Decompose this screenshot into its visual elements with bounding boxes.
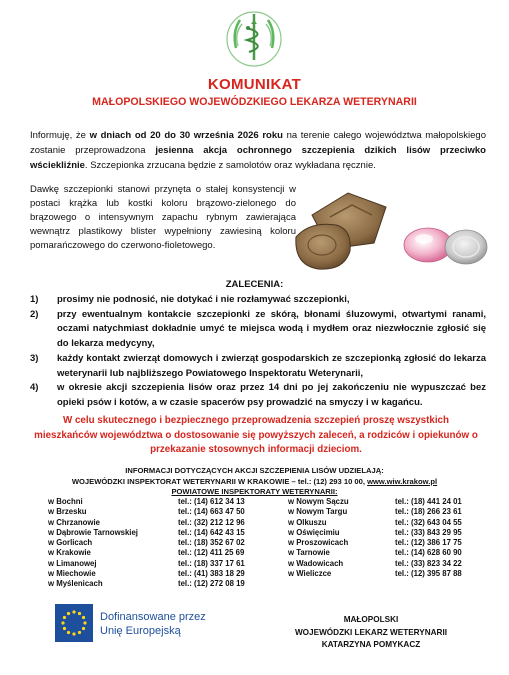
- office-phone: tel.: (14) 612 34 13: [178, 497, 245, 506]
- office-phone: tel.: (12) 411 25 69: [178, 548, 245, 558]
- office-phone: tel.: (41) 383 18 29: [178, 569, 245, 579]
- office-name: w Chrzanowie: [48, 517, 100, 527]
- office-phone: tel.: (12) 272 08 19: [178, 579, 245, 589]
- page-subtitle: MAŁOPOLSKIEGO WOJEWÓDZKIEGO LEKARZA WETERYNARII: [92, 96, 417, 108]
- office-phone: tel.: (18) 266 23 61: [395, 507, 462, 517]
- office-name: w Wadowicach: [288, 558, 344, 568]
- office-phone: tel.: (18) 441 24 01: [395, 497, 462, 506]
- page-title: KOMUNIKAT: [207, 76, 302, 93]
- office-name: w Wieliczce: [288, 569, 332, 579]
- recommendations-list: [30, 293, 486, 411]
- vaccine-description: Dawkę szczepionki stanowi przynęta o stałej konsystencji w postaci krążka lub kostki koloru brązowo-zielonego do brązowego o intensywnym zapachu rybnym zawierająca wewnątrz plastikowy blister wypełniony zawiesiną koloru pomarańczowego do czerwono-fioletowego.: [30, 184, 296, 251]
- info-heading: INFORMACJI DOTYCZĄCYCH AKCJI SZCZEPIENIA LISÓW UDZIELAJĄ: WOJEWÓDZKI INSPEKTORAT WETERYNARII W KRAKOWIE – tel.: (12) 293 10 00, www.wiw.krakow.pl POWIATOWE INSPEKTORATY WETERYNARII:: [71, 466, 438, 496]
- office-name: w Brzesku: [48, 507, 87, 517]
- eu-star-icon: [61, 621, 64, 624]
- office-phone: tel.: (14) 628 60 90: [395, 548, 462, 558]
- office-phone: tel.: (33) 823 34 22: [395, 558, 462, 568]
- office-phone: tel.: (32) 643 04 55: [395, 517, 462, 527]
- veterinary-logo-icon: [224, 8, 284, 68]
- office-name: w Oświęcimiu: [288, 527, 340, 537]
- eu-star-icon: [78, 612, 81, 615]
- office-name: w Myślenicach: [48, 579, 103, 589]
- eu-star-icon: [67, 631, 70, 634]
- office-phone: tel.: (18) 352 67 02: [178, 538, 245, 548]
- office-name: w Gorlicach: [48, 538, 93, 548]
- eu-star-icon: [72, 610, 75, 613]
- eu-star-icon: [67, 612, 70, 615]
- recommendation-item: 1) prosimy nie podnosić, nie dotykać i nie rozłamywać szczepionki,: [30, 294, 350, 305]
- eu-star-icon: [78, 631, 81, 634]
- recommendation-item: 2) przy ewentualnym kontakcie szczepionki ze skórą, błonami śluzowymi, otwartymi ranami, oczami natychmiast dokładnie umyć te miejsca wodą i mydłem oraz niezwłocznie zgłosić się do lekarza medycyny,: [30, 308, 486, 350]
- office-name: w Nowym Targu: [288, 507, 348, 517]
- office-name: w Dąbrowie Tarnowskiej: [48, 527, 138, 537]
- website-link[interactable]: www.wiw.krakow.pl: [367, 476, 438, 486]
- office-phone: tel.: (12) 386 17 75: [395, 538, 462, 548]
- eu-star-icon: [63, 616, 66, 619]
- office-name: w Krakowie: [48, 548, 91, 558]
- eu-star-icon: [63, 627, 66, 630]
- recommendation-item: 4) w okresie akcji szczepienia lisów oraz przez 14 dni po jej zakończeniu nie wypuszczać bez opieki psów i kotów, a w czasie spacerów psy prowadzić na smyczy i w kagańcu.: [30, 382, 486, 408]
- office-name: w Olkuszu: [288, 517, 327, 527]
- office-phone: tel.: (18) 337 17 61: [178, 558, 245, 568]
- offices-list: [48, 497, 478, 590]
- office-name: w Limanowej: [48, 558, 97, 568]
- appeal-paragraph: W celu skutecznego i bezpiecznego przeprowadzenia szczepień proszę wszystkich mieszkańców województwa o dostosowanie się powyższych zaleceń, a rodziców i opiekunów o przekazanie stosownych informacji dzieciom.: [34, 415, 478, 455]
- signature-block: MAŁOPOLSKI WOJEWÓDZKI LEKARZ WETERYNARII KATARZYNA POMYKACZ: [294, 615, 448, 649]
- office-name: w Miechowie: [48, 569, 96, 579]
- eu-star-icon: [82, 616, 85, 619]
- office-phone: tel.: (14) 663 47 50: [178, 507, 245, 517]
- office-name: w Bochni: [48, 497, 83, 506]
- office-phone: tel.: (33) 843 29 95: [395, 527, 462, 537]
- intro-paragraph: Informuję, że w dniach od 20 do 30 września 2026 roku na terenie całego województwa małopolskiego zostanie przeprowadzona jesienna akcja ochronnego szczepienia dzikich lisów przeciwko wściekliźnie. Szczepionka zrzucana będzie z samolotów oraz wykładana ręcznie.: [30, 130, 486, 171]
- eu-star-icon: [72, 632, 75, 635]
- office-name: w Nowym Sączu: [288, 497, 349, 506]
- office-phone: tel.: (12) 395 87 88: [395, 569, 462, 579]
- recommendations-heading: ZALECENIA:: [225, 279, 284, 290]
- eu-funding-label: Dofinansowane przez Unię Europejską: [100, 611, 206, 637]
- eu-star-icon: [82, 627, 85, 630]
- office-name: w Proszowicach: [288, 538, 349, 548]
- eu-star-icon: [83, 621, 86, 624]
- recommendation-item: 3) każdy kontakt zwierząt domowych i zwierząt gospodarskich ze szczepionką zgłosić do lekarza weterynarii lub najbliższego Powiatowego Inspektoratu Weterynarii,: [30, 352, 486, 379]
- office-phone: tel.: (32) 212 12 96: [178, 517, 245, 527]
- eu-flag-icon: [55, 604, 93, 642]
- office-phone: tel.: (14) 642 43 15: [178, 527, 245, 537]
- vaccine-bait-image: [290, 185, 490, 277]
- office-name: w Tarnowie: [288, 548, 330, 558]
